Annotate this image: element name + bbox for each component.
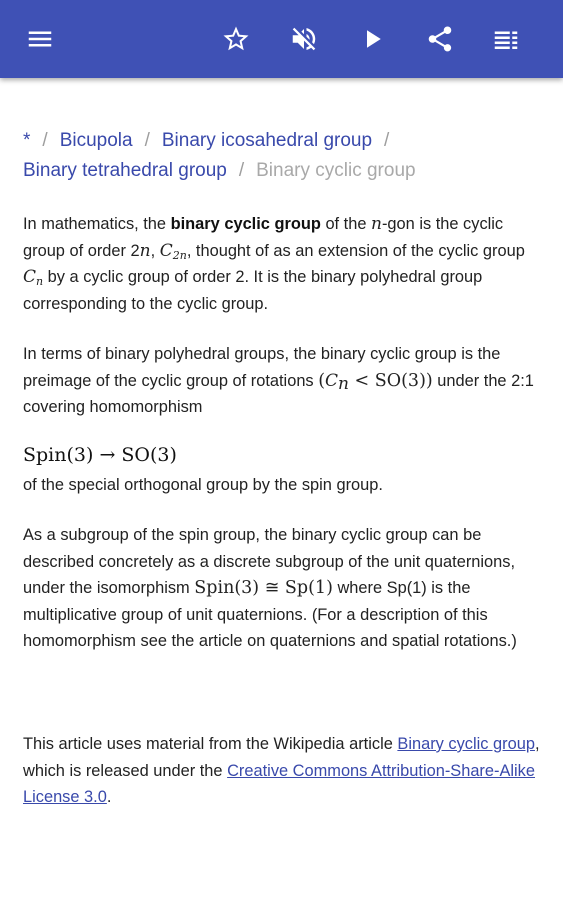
- mute-button[interactable]: [284, 19, 324, 59]
- breadcrumb-separator: /: [384, 130, 390, 151]
- paragraph-text: As a subgroup of the spin group, the binary cyclic group can be described concretely as a discrete subgroup of the unit quaternions, under the isomorphism: [23, 526, 516, 598]
- math-symbol: C: [325, 370, 339, 391]
- math-variable-n: n: [139, 240, 151, 261]
- paragraph-spin: of the special orthogonal group by the spin group.: [23, 476, 383, 494]
- footer-text: , which is released under the: [23, 735, 540, 780]
- math-subscript: n: [338, 373, 349, 394]
- app-bar: [0, 0, 563, 78]
- math-isomorphism: Spin(3) ≅ Sp(1): [194, 578, 333, 599]
- intro-text: of the: [320, 215, 372, 233]
- breadcrumb: [23, 126, 543, 186]
- breadcrumb-separator: /: [238, 160, 245, 181]
- term-binary-cyclic-group: binary cyclic group: [170, 215, 321, 233]
- menu-icon: [25, 24, 55, 54]
- breadcrumb-item-bicupola[interactable]: Bicupola: [59, 130, 133, 151]
- intro-text: , thought of as an extension of the cyclic group: [186, 241, 525, 260]
- play-icon: [357, 24, 387, 54]
- intro-text: ,: [150, 241, 160, 260]
- display-formula: Spin(3) → SO(3): [23, 444, 177, 466]
- contents-list-button[interactable]: [486, 19, 526, 59]
- breadcrumb-current: Binary cyclic group: [256, 160, 416, 181]
- paragraph-text: In terms of binary polyhedral groups, the binary cyclic group is the preimage of the cyclic group of rotations: [23, 345, 501, 390]
- intro-text: by a cyclic group of order 2. It is the binary polyhedral group corresponding to the cyclic group.: [23, 268, 483, 313]
- math-subscript: n: [36, 275, 44, 289]
- intro-text: -gon is the cyclic group of order 2: [23, 215, 504, 260]
- paragraph-text: where Sp(1) is the multiplicative group of unit quaternions. (For a description of this homomorphism see the article on quaternions and spatial rotations.): [23, 579, 517, 651]
- intro-text: In mathematics, the: [23, 215, 171, 233]
- math-symbol: C: [23, 267, 37, 288]
- wikipedia-article-link[interactable]: Binary cyclic group: [397, 735, 535, 753]
- math-symbol: C: [159, 240, 173, 261]
- paragraph-quaternions: [23, 522, 543, 655]
- license-link[interactable]: Creative Commons Attribution-Share-Alike License 3.0: [23, 761, 535, 807]
- attribution-footer: [23, 731, 543, 811]
- paragraph-intro: [23, 211, 543, 317]
- math-inline: [318, 370, 433, 394]
- share-icon: [425, 24, 455, 54]
- star-icon: [221, 24, 251, 54]
- footer-text: .: [106, 788, 112, 807]
- menu-button[interactable]: [20, 19, 60, 59]
- breadcrumb-item-binary-tetrahedral-group[interactable]: Binary tetrahedral group: [23, 160, 227, 181]
- math-variable-n: n: [371, 214, 382, 234]
- math-subscript: 2n: [172, 248, 187, 262]
- math-cn: [23, 267, 43, 287]
- list-icon: [491, 24, 521, 54]
- play-button[interactable]: [352, 19, 392, 59]
- math-symbol: < SO(3)): [348, 370, 433, 391]
- math-symbol: (: [318, 370, 326, 391]
- favorite-button[interactable]: [216, 19, 256, 59]
- breadcrumb-home[interactable]: *: [23, 130, 31, 151]
- paragraph-text: under the 2:1 covering homomorphism: [23, 371, 534, 417]
- share-button[interactable]: [420, 19, 460, 59]
- footer-text: This article uses material from the Wikipedia article: [23, 735, 398, 753]
- breadcrumb-separator: /: [144, 130, 150, 151]
- math-c2n: [160, 241, 187, 261]
- mute-icon: [289, 24, 319, 54]
- paragraph-preimage: [23, 341, 543, 421]
- breadcrumb-item-binary-icosahedral-group[interactable]: Binary icosahedral group: [161, 130, 373, 151]
- breadcrumb-separator: /: [42, 130, 48, 151]
